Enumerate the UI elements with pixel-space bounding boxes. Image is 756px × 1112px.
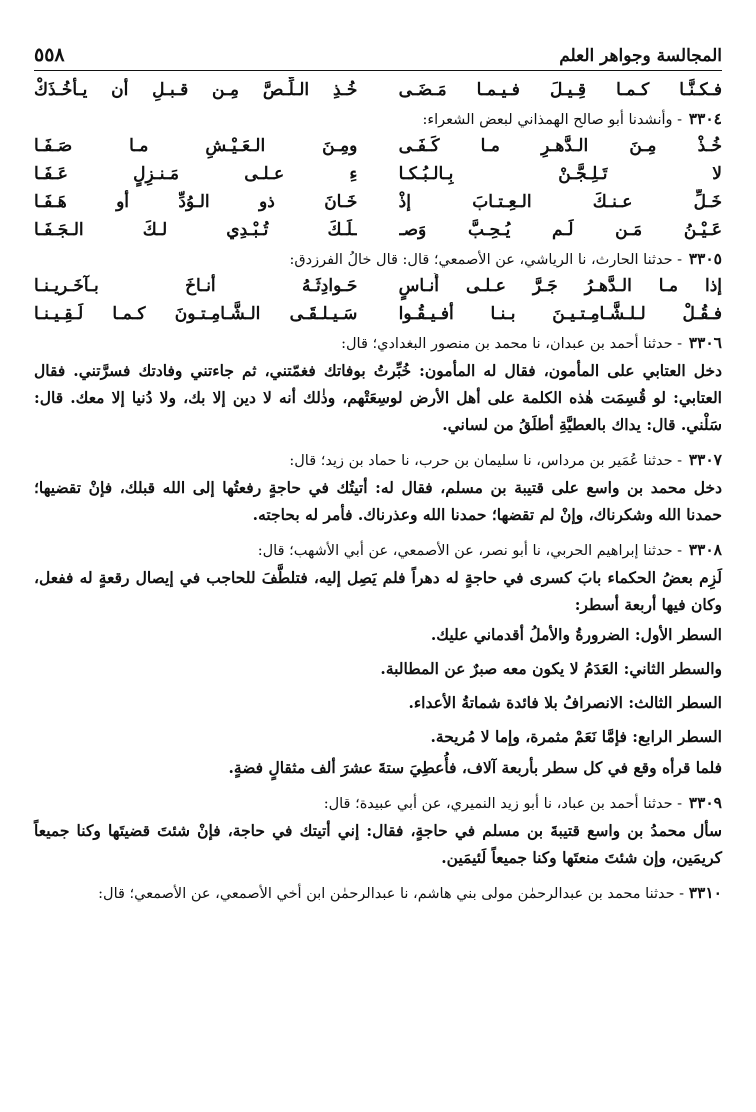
entry-isnad — [34, 245, 722, 273]
verse-line — [34, 189, 722, 217]
isnad-text: - حدثنا إبراهيم الحربي، نا أبو نصر، عن الأصمعي، عن أبي الأشهب؛ قال: — [257, 543, 683, 559]
entry-isnad — [34, 446, 722, 474]
entry-isnad-wrapped — [34, 879, 722, 908]
first-hemistich: إذا مـا الـدَّهـرُ جَـرَّ عـلـى أُنـاسٍ — [398, 276, 722, 296]
second-hemistich: سَـيـلـقَـى الـشَّـامِـتـونَ كـمـا لَـقِـيـنـا — [34, 304, 358, 324]
page-header — [34, 44, 722, 71]
verse-line — [34, 273, 722, 301]
spacer — [34, 528, 722, 536]
spacer — [34, 438, 722, 446]
first-hemistich: عَـيْـنُ مَـن لَـم يُـحِـبَّ وَصـ — [398, 220, 722, 240]
isnad-text: - حدثنا محمد بن عبدالرحمٰن مولى بني هاشم، نا عبدالرحمٰن ابن أخي الأصمعي، عن الأصمعي؛ قال: — [98, 886, 685, 902]
entry-number: ٣٣١٠ — [688, 883, 722, 902]
verse-line — [34, 301, 722, 329]
entry-number: ٣٣٠٨ — [688, 540, 722, 559]
verse-line — [34, 77, 722, 105]
entry-prose: دخل العتابي على المأمون، فقال له المأمون: خُبِّرتُ بوفاتك فغمّتني، ثم جاءتني وفادتك فسرَّتني. فقال العتابي: لو قُسِمَت هٰذه الكلمة على أهل الأرض لوسِعَتْهم، وذٰلك أنه لا دين إلا بك، ولا دُنيا إلا معك. قال: سَلْني. قال: يداك بالعطيَّةِ أطلَقُ من لساني. — [34, 361, 722, 434]
first-hemistich: فـكـنَّـا كـمـا قِـيـلَ فـيـمـا مَـضَـى — [398, 80, 722, 100]
second-hemistich: ءِ عـلـى مَـنـزِلٍ عَـفَـا — [34, 164, 358, 184]
isnad-text: - وأنشدنا أبو صالح الهمذاني لبعض الشعراء: — [422, 112, 683, 128]
verse-line — [34, 161, 722, 189]
isnad-text: - حدثنا الحارث، نا الرياشي، عن الأصمعي؛ قال: قال خالُ الفرزدق: — [289, 252, 683, 268]
entry-number: ٣٣٠٧ — [688, 450, 722, 469]
letter-line: السطر الرابع: فإمَّا نَعَمْ مثمرة، وإما لا مُريحة. — [430, 727, 722, 746]
spacer — [34, 871, 722, 879]
letter-line: السطر الأول: الضرورةُ والأملُ أقدماني عليك. — [430, 625, 722, 644]
second-hemistich: حَـوادِثَـهُ أنـاخَ بـآخَـريـنـا — [34, 276, 358, 296]
entry-closing: فلما قرأه وقع في كل سطر بأربعة آلاف، فأُعطِيَ ستةَ عشرَ ألف مثقالٍ فضةٍ. — [228, 758, 722, 777]
letter-line: والسطر الثاني: العَدَمُ لا يكون معه صبرٌ عن المطالبة. — [380, 659, 722, 678]
second-hemistich: خُـذِ الـلِّـصَّ مِـن قـبـلِ أن يـأخُـذَكْ — [34, 80, 358, 100]
first-hemistich: خَـلِّ عـنـكَ الـعِـتـابَ إذْ — [398, 192, 722, 212]
isnad-text: - حدثنا عُمَير بن مرداس، نا سليمان بن حرب، نا حماد بن زيد؛ قال: — [289, 453, 683, 469]
entry-isnad — [34, 329, 722, 357]
first-hemistich: خُـذْ مِـنَ الـدَّهـرِ مـا كَـفَـى — [398, 136, 722, 156]
isnad-text: - حدثنا أحمد بن عبدان، نا محمد بن منصور البغدادي؛ قال: — [341, 336, 683, 352]
verse-line — [34, 217, 722, 245]
entry-prose: سأل محمدُ بن واسع قتيبةَ بن مسلم في حاجةٍ، فقال: إني أتيتك في حاجة، فإنْ شئتَ قضيتَها وكنا جميعاً كريمَين، وإن شئتَ منعتَها وكنا جميعاً لَئيمَين. — [34, 821, 722, 867]
page-number: ٥٥٨ — [34, 44, 65, 66]
entry-number: ٣٣٠٥ — [688, 249, 722, 268]
entry-isnad — [34, 536, 722, 564]
entry-number: ٣٣٠٦ — [688, 333, 722, 352]
verse-line — [34, 133, 722, 161]
entry-isnad — [34, 789, 722, 817]
entry-number: ٣٣٠٤ — [688, 109, 722, 128]
book-title: المجالسة وجواهر العلم — [559, 46, 722, 66]
entry-number: ٣٣٠٩ — [688, 793, 722, 812]
entry-prose: لَزِم بعضُ الحكماء بابَ كسرى في حاجةٍ له دهراً فلم يَصِل إليه، فتلطَّفَ للحاجب في إيصال رقعةٍ له ففعل، وكان فيها أربعة أسطر: — [34, 568, 722, 614]
first-hemistich: فـقُـلْ لـلـشَّـامِـتـيـنَ بـنـا أفـيـقُـوا — [398, 304, 722, 324]
first-hemistich: لا تَـلِـجَّـنْ بِـالـبُـكـا — [398, 164, 722, 184]
second-hemistich: خَـانَ ذو الـوُدِّ أو هَـفَـا — [34, 192, 358, 212]
second-hemistich: ومِـنَ الـعَـيْـشِ مـا صَـفَـا — [34, 136, 358, 156]
entry-isnad — [34, 105, 722, 133]
second-hemistich: ـلَـكَ تُـبْـدِي لـكَ الـجَـفَـا — [34, 220, 358, 240]
spacer — [34, 781, 722, 789]
isnad-text: - حدثنا أحمد بن عباد، نا أبو زيد النميري، عن أبي عبيدة؛ قال: — [323, 796, 683, 812]
letter-line: السطر الثالث: الانصرافُ بلا فائدة شماتةُ الأعداء. — [408, 693, 722, 712]
entry-prose: دخل محمد بن واسع على قتيبة بن مسلم، فقال له: أتيتُك في حاجةٍ رفعتُها إلى الله قبلك، فإنْ تقضيها؛ حمدنا الله وشكرناك، وإنْ لم تقضها؛ حمدنا الله وعذرناك. فأمر له بحاجته. — [34, 478, 722, 524]
